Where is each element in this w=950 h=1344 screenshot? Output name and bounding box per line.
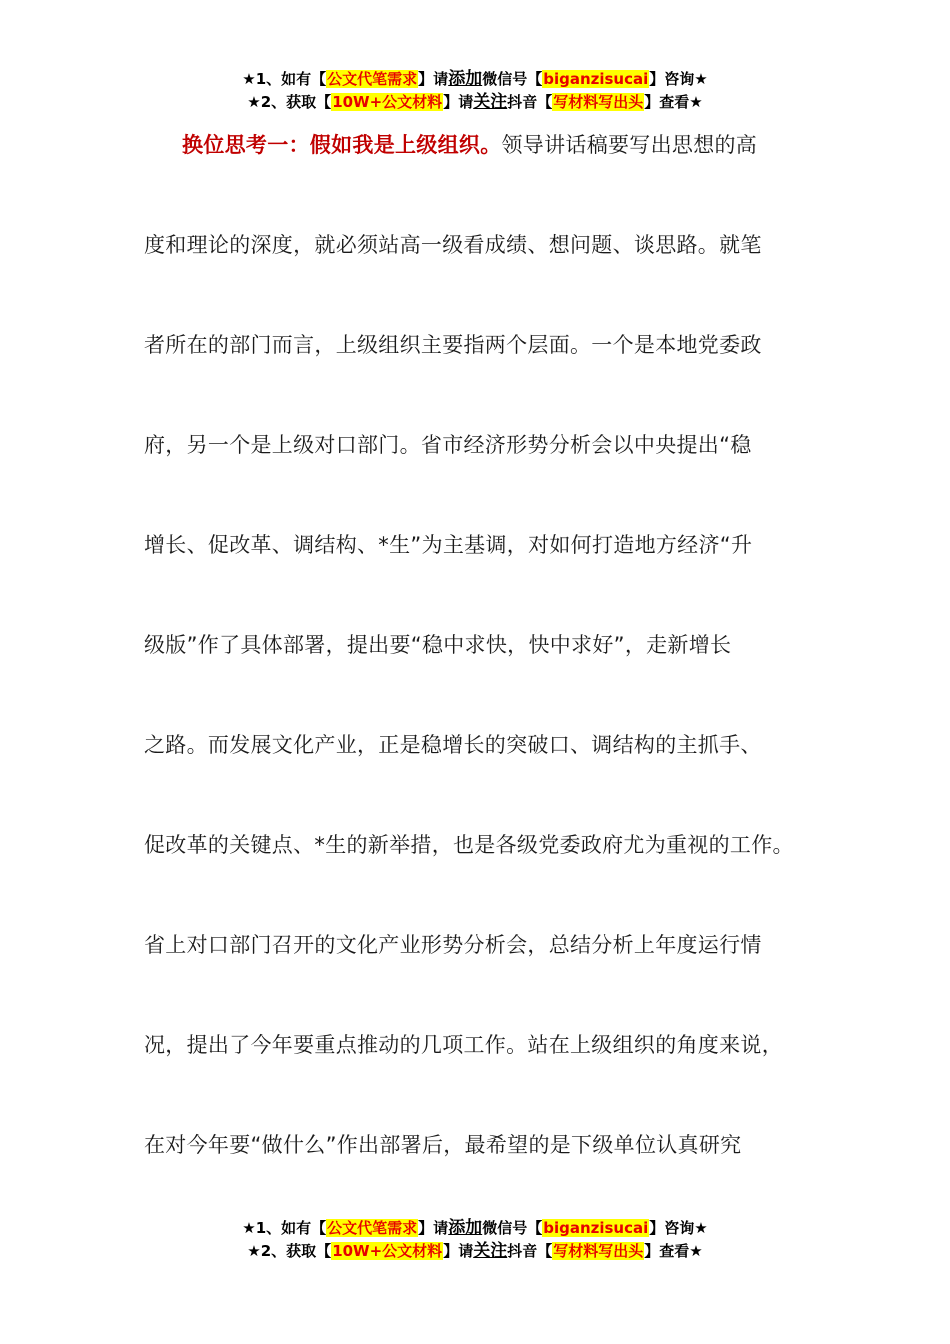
paragraph-line: 者所在的部门而言，上级组织主要指两个层面。一个是本地党委政 xyxy=(144,333,762,357)
banner-text: 2、获取【 xyxy=(260,1242,332,1260)
header-banner xyxy=(0,68,950,114)
banner-line-2 xyxy=(0,91,950,114)
highlight-wechat-id: biganzisucai xyxy=(543,70,649,88)
banner-line-2 xyxy=(0,1240,950,1263)
banner-text: 】查看 xyxy=(644,1242,690,1260)
banner-line-1 xyxy=(0,68,950,91)
banner-text: 微信号【 xyxy=(482,1219,543,1237)
paragraph-line: 级版”作了具体部署，提出要“稳中求快，快中求好”，走新增长 xyxy=(144,633,732,657)
highlight-service: 公文代笔需求 xyxy=(327,1219,418,1237)
banner-text: 】咨询 xyxy=(649,70,695,88)
underlined-add: 添加 xyxy=(448,69,483,89)
banner-text: 】请 xyxy=(443,1242,474,1260)
star-icon: ★ xyxy=(689,1242,703,1260)
highlight-materials: 10W+公文材料 xyxy=(332,93,443,111)
paragraph-line: 省上对口部门召开的文化产业形势分析会，总结分析上年度运行情 xyxy=(144,933,762,957)
paragraph-line: 增长、促改革、调结构、*生”为主基调，对如何打造地方经济“升 xyxy=(144,533,753,557)
banner-text: 】查看 xyxy=(644,93,690,111)
highlight-douyin: 写材料写出头 xyxy=(553,1242,644,1260)
underlined-add: 添加 xyxy=(448,1218,483,1238)
paragraph-line xyxy=(144,126,834,226)
paragraph-line: 府，另一个是上级对口部门。省市经济形势分析会以中央提出“稳 xyxy=(144,433,752,457)
highlight-materials: 10W+公文材料 xyxy=(332,1242,443,1260)
paragraph-line: 在对今年要“做什么”作出部署后，最希望的是下级单位认真研究 xyxy=(144,1133,742,1157)
star-icon: ★ xyxy=(694,70,708,88)
banner-text: 1、如有【 xyxy=(255,1219,327,1237)
star-icon: ★ xyxy=(242,70,256,88)
star-icon: ★ xyxy=(689,93,703,111)
highlight-wechat-id: biganzisucai xyxy=(543,1219,649,1237)
section-heading: 换位思考一：假如我是上级组织。 xyxy=(182,133,502,157)
star-icon: ★ xyxy=(247,1242,261,1260)
banner-text: 微信号【 xyxy=(482,70,543,88)
banner-text: 抖音【 xyxy=(507,93,553,111)
footer-banner xyxy=(0,1217,950,1263)
banner-line-1 xyxy=(0,1217,950,1240)
banner-text: 抖音【 xyxy=(507,1242,553,1260)
highlight-douyin: 写材料写出头 xyxy=(553,93,644,111)
star-icon: ★ xyxy=(242,1219,256,1237)
line-text: 领导讲话稿要写出思想的高 xyxy=(501,133,758,157)
underlined-follow: 关注 xyxy=(473,1241,508,1261)
paragraph-line: 度和理论的深度，就必须站高一级看成绩、想问题、谈思路。就笔 xyxy=(144,233,762,257)
banner-text: 】请 xyxy=(443,93,474,111)
star-icon: ★ xyxy=(247,93,261,111)
underlined-follow: 关注 xyxy=(473,92,508,112)
paragraph-line: 促改革的关键点、*生的新举措，也是各级党委政府尤为重视的工作。 xyxy=(144,833,794,857)
highlight-service: 公文代笔需求 xyxy=(327,70,418,88)
banner-text: 1、如有【 xyxy=(255,70,327,88)
banner-text: 2、获取【 xyxy=(260,93,332,111)
paragraph-line: 之路。而发展文化产业，正是稳增长的突破口、调结构的主抓手、 xyxy=(144,733,762,757)
star-icon: ★ xyxy=(694,1219,708,1237)
document-body xyxy=(144,126,834,1226)
banner-text: 】请 xyxy=(418,1219,449,1237)
banner-text: 】请 xyxy=(418,70,449,88)
banner-text: 】咨询 xyxy=(649,1219,695,1237)
paragraph-line: 况，提出了今年要重点推动的几项工作。站在上级组织的角度来说， xyxy=(144,1033,783,1057)
